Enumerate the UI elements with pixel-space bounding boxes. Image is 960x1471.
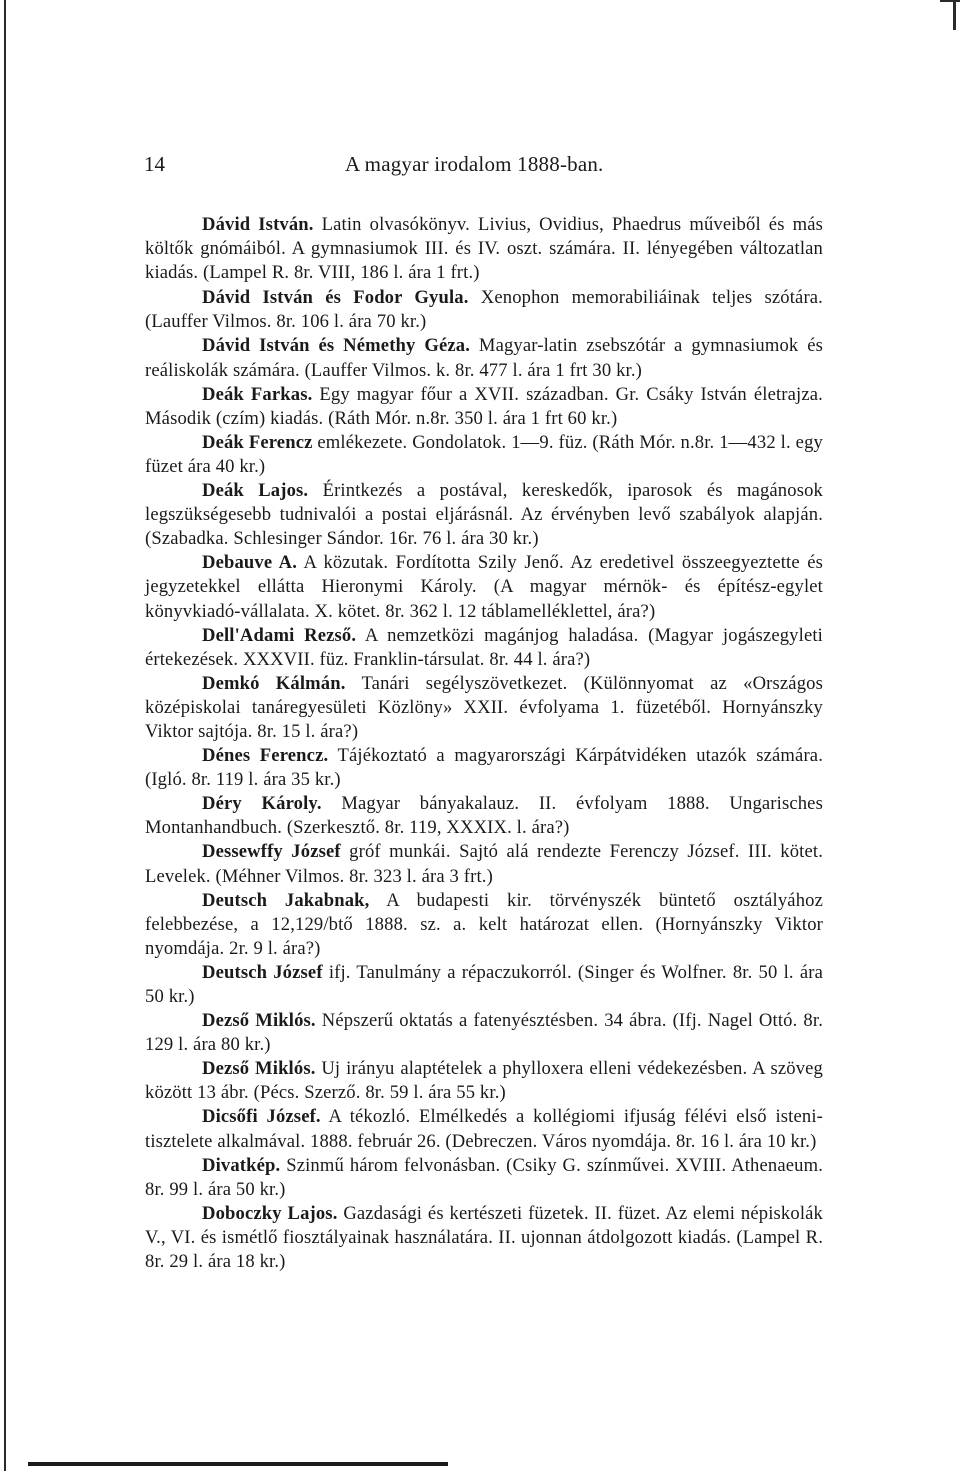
entry-text: A tékozló. Elmélkedés a kollégiomi ifjuság félévi első isteni-tisztelete alkalmával. 1888. február 26. (Debreczen. Város nyomdája. 8r. 16 l. ára 10 kr.) [145, 1106, 823, 1152]
entry-heading: Dezső Miklós. [202, 1010, 316, 1032]
entry-heading: Dávid István. [202, 214, 314, 235]
bibliography-entry [145, 383, 823, 431]
entry-heading: Doboczky Lajos. [202, 1202, 338, 1224]
bibliography-entry [145, 744, 823, 792]
bibliography-entry [145, 961, 823, 1009]
scan-edge-left [4, 0, 6, 1471]
entry-text: Tanári segélyszövetkezet. (Különnyomat az «Országos középiskolai tanáregyesületi Közlöny» XXII. évfolyama 1. füzetéből. Hornyánszky Viktor sajtója. 8r. 15 l. ára?) [145, 672, 823, 742]
entry-text: Magyar-latin zsebszótár a gymnasiumok és reáliskolák számára. (Lauffer Vilmos. k. 8r. 477 l. ára 1 frt 30 kr.) [145, 335, 823, 381]
bibliography-entry [145, 286, 823, 334]
bibliography-entry [145, 1202, 823, 1274]
entry-text: Egy magyar főur a XVII. században. Gr. Csáky István életrajza. Második (czím) kiadás. (Ráth Mór. n.8r. 350 l. ára 1 frt 60 kr.) [145, 383, 823, 429]
entry-heading: Demkó Kálmán. [202, 672, 346, 694]
bibliography-entry [145, 431, 823, 479]
bibliography-entry [145, 792, 823, 840]
scan-edge-right [953, 0, 956, 30]
entry-heading: Deutsch Jakabnak, [202, 889, 370, 911]
scan-edge-top [940, 0, 960, 2]
bibliography-entry [145, 624, 823, 672]
entry-heading: Dénes Ferencz. [202, 745, 329, 767]
entry-text: Gazdasági és kertészeti füzetek. II. füzet. Az elemi népiskolák V., VI. és ismétlő fiosztályainak használatára. II. ujonnan átdolgozott kiadás. (Lampel R. 8r. 29 l. ára 18 kr.) [145, 1202, 823, 1273]
entry-heading: Déry Károly. [202, 793, 322, 815]
bibliography-entry [145, 334, 823, 382]
entry-heading: Dávid István és Némethy Géza. [202, 335, 471, 357]
entry-heading: Dicsőfi József. [202, 1106, 321, 1128]
entry-text: Érintkezés a postával, kereskedők, iparosok és magánosok legszükségesebb tudnivalói a postai eljárásnál. Az érvényben levő szabályok alapján. (Szabadka. Schlesinger Sándor. 16r. 76 l. ára 30 kr.) [145, 480, 823, 550]
bibliography-entry [145, 551, 823, 623]
entry-text: gróf munkái. Sajtó alá rendezte Ferenczy József. III. kötet. Levelek. (Méhner Vilmos. 8r. 323 l. ára 3 frt.) [145, 841, 823, 887]
entry-heading: Deák Lajos. [202, 480, 309, 502]
bibliography-entry [145, 479, 823, 551]
entry-text: Népszerű oktatás a fatenyésztésben. 34 ábra. (Ifj. Nagel Ottó. 8r. 129 l. ára 80 kr.) [145, 1010, 823, 1056]
scan-edge-bottom [28, 1462, 448, 1466]
entry-heading: Dessewffy József [202, 841, 341, 863]
entry-heading: Dell'Adami Rezső. [202, 624, 357, 646]
entry-text: Latin olvasókönyv. Livius, Ovidius, Phaedrus műveiből és más költők gnómáiból. A gymnasiumok III. és IV. oszt. számára. II. lényegében változatlan kiadás. (Lampel R. 8r. VIII, 186 l. ára 1 frt.) [145, 214, 823, 284]
bibliography-entry [145, 889, 823, 961]
entry-text: A nemzetközi magánjog haladása. (Magyar jogászegyleti értekezések. XXXVII. füz. Franklin-társulat. 8r. 44 l. ára?) [145, 624, 823, 670]
page-number: 14 [144, 152, 165, 176]
entry-heading: Deák Farkas. [202, 383, 313, 405]
bibliography-entry [145, 1057, 823, 1105]
entry-text: emlékezete. Gondolatok. 1—9. füz. (Ráth Mór. n.8r. 1—432 l. egy füzet ára 40 kr.) [145, 431, 823, 477]
entry-text: A közutak. Fordította Szily Jenő. Az eredetivel összeegyeztette és jegyzetekkel ellátta Hieronymi Károly. (A magyar mérnök- és építész-egylet könyvkiadó-vállalata. X. kötet. 8r. 362 l. 12 táblamelléklettel, ára?) [145, 552, 823, 622]
bibliography-entry [145, 1009, 823, 1057]
bibliography-entry [145, 840, 823, 888]
bibliography-entry [145, 213, 823, 285]
entry-text: Xenophon memorabiliáinak teljes szótára. (Lauffer Vilmos. 8r. 106 l. ára 70 kr.) [145, 287, 823, 333]
entry-text: ifj. Tanulmány a répaczukorról. (Singer és Wolfner. 8r. 50 l. ára 50 kr.) [145, 961, 823, 1007]
entry-heading: Deutsch József [202, 961, 323, 983]
bibliography-entry [145, 672, 823, 744]
entry-text: Uj irányu alaptételek a phylloxera elleni védekezésben. A szöveg között 13 ábr. (Pécs. Szerző. 8r. 59 l. ára 55 kr.) [145, 1058, 823, 1104]
entry-heading: Deák Ferencz [202, 431, 313, 453]
bibliography-entry [145, 1154, 823, 1202]
running-title: A magyar irodalom 1888-ban. [345, 152, 604, 176]
entry-heading: Debauve A. [202, 552, 298, 574]
entry-heading: Dávid István és Fodor Gyula. [202, 287, 469, 309]
entry-heading: Divatkép. [202, 1154, 281, 1176]
entry-text: Magyar bányakalauz. II. évfolyam 1888. Ungarisches Montanhandbuch. (Szerkesztő. 8r. 119, XXXIX. l. ára?) [145, 793, 823, 839]
entry-text: Szinmű három felvonásban. (Csiky G. színművei. XVIII. Athenaeum. 8r. 99 l. ára 50 kr.) [145, 1154, 823, 1200]
entry-heading: Dezső Miklós. [202, 1058, 316, 1080]
bibliography-entries [145, 213, 823, 1274]
bibliography-entry [145, 1105, 823, 1153]
entry-text: Tájékoztató a magyarországi Kárpátvidéken utazók számára. (Igló. 8r. 119 l. ára 35 kr.) [145, 745, 823, 791]
entry-text: A budapesti kir. törvényszék büntető osztályához felebbezése, a 12,129/btő 1888. sz. a. kelt határozat ellen. (Hornyánszky Viktor nyomdája. 2r. 9 l. ára?) [145, 889, 823, 959]
